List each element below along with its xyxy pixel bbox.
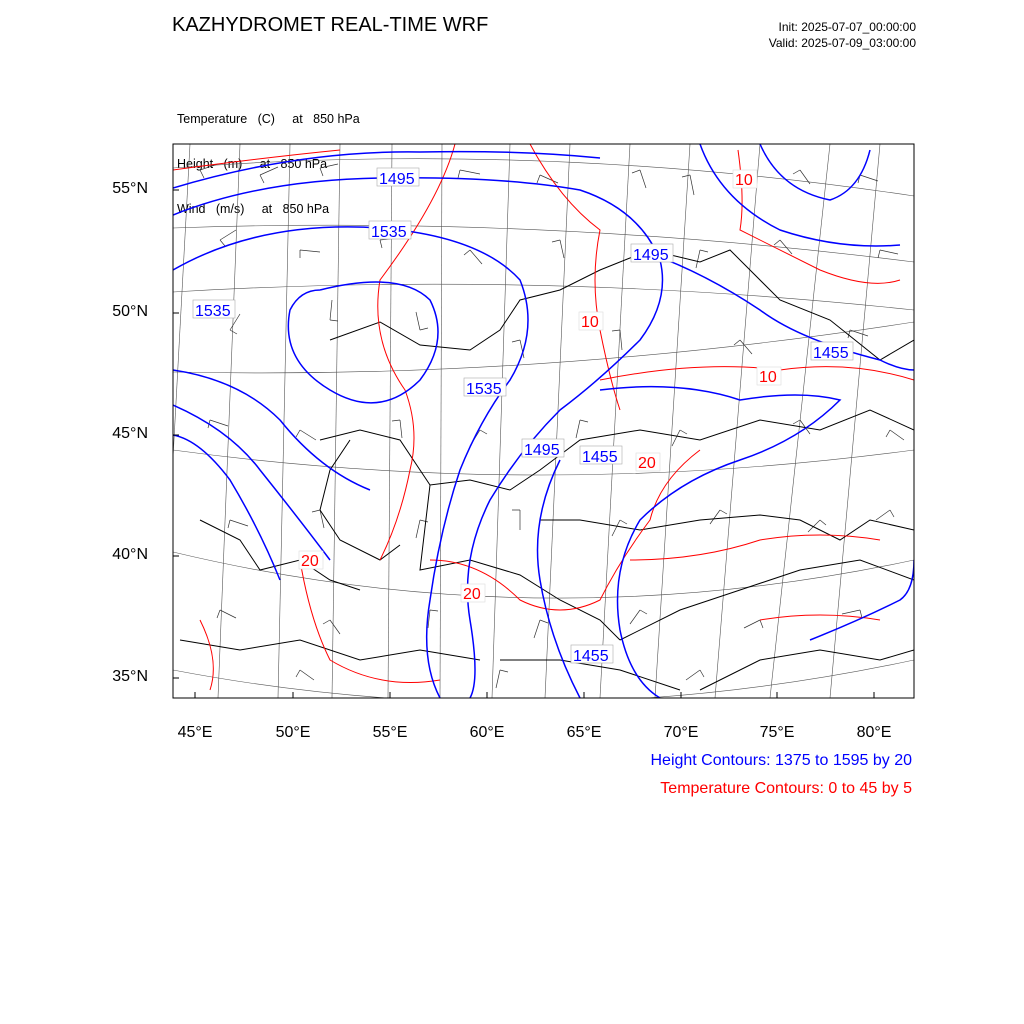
lon-label-65: 65°E [566,724,602,741]
temp-label: 10 [581,314,599,331]
height-label: 1455 [573,648,609,665]
temp-label: 10 [759,369,777,386]
height-label: 1455 [813,345,849,362]
temp-label: 20 [463,586,481,603]
temp-label: 10 [735,172,753,189]
field-temperature: Temperature (C) at 850 hPa [177,112,360,126]
lon-label-75: 75°E [759,724,795,741]
lon-label-70: 70°E [663,724,699,741]
lon-label-55: 55°E [372,724,408,741]
lat-label-40: 40°N [112,546,148,563]
lat-label-50: 50°N [112,303,148,320]
height-label: 1455 [582,449,618,466]
field-wind: Wind (m/s) at 850 hPa [177,202,330,216]
lat-label-45: 45°N [112,425,148,442]
lat-label-35: 35°N [112,668,148,685]
map-title: KAZHYDROMET REAL-TIME WRF [172,14,489,36]
height-label: 1495 [524,442,560,459]
lat-label-55: 55°N [112,180,148,197]
field-height: Height (m) at 850 hPa [177,157,328,171]
lon-label-80: 80°E [856,724,892,741]
valid-time: Valid: 2025-07-09_03:00:00 [768,36,916,50]
height-label: 1495 [633,247,669,264]
height-contour-labels [193,168,853,665]
temp-label: 20 [638,455,656,472]
graticule [160,144,914,703]
height-label: 1535 [195,303,231,320]
height-label: 1495 [379,171,415,188]
height-label: 1535 [466,381,502,398]
height-label: 1535 [371,224,407,241]
lon-label-60: 60°E [469,724,505,741]
temperature-legend: Temperature Contours: 0 to 45 by 5 [660,780,912,797]
lon-label-45: 45°E [177,724,213,741]
height-legend: Height Contours: 1375 to 1595 by 20 [650,752,912,769]
temp-label: 20 [301,553,319,570]
country-borders [180,250,914,690]
lon-label-50: 50°E [275,724,311,741]
init-time: Init: 2025-07-07_00:00:00 [778,20,916,34]
